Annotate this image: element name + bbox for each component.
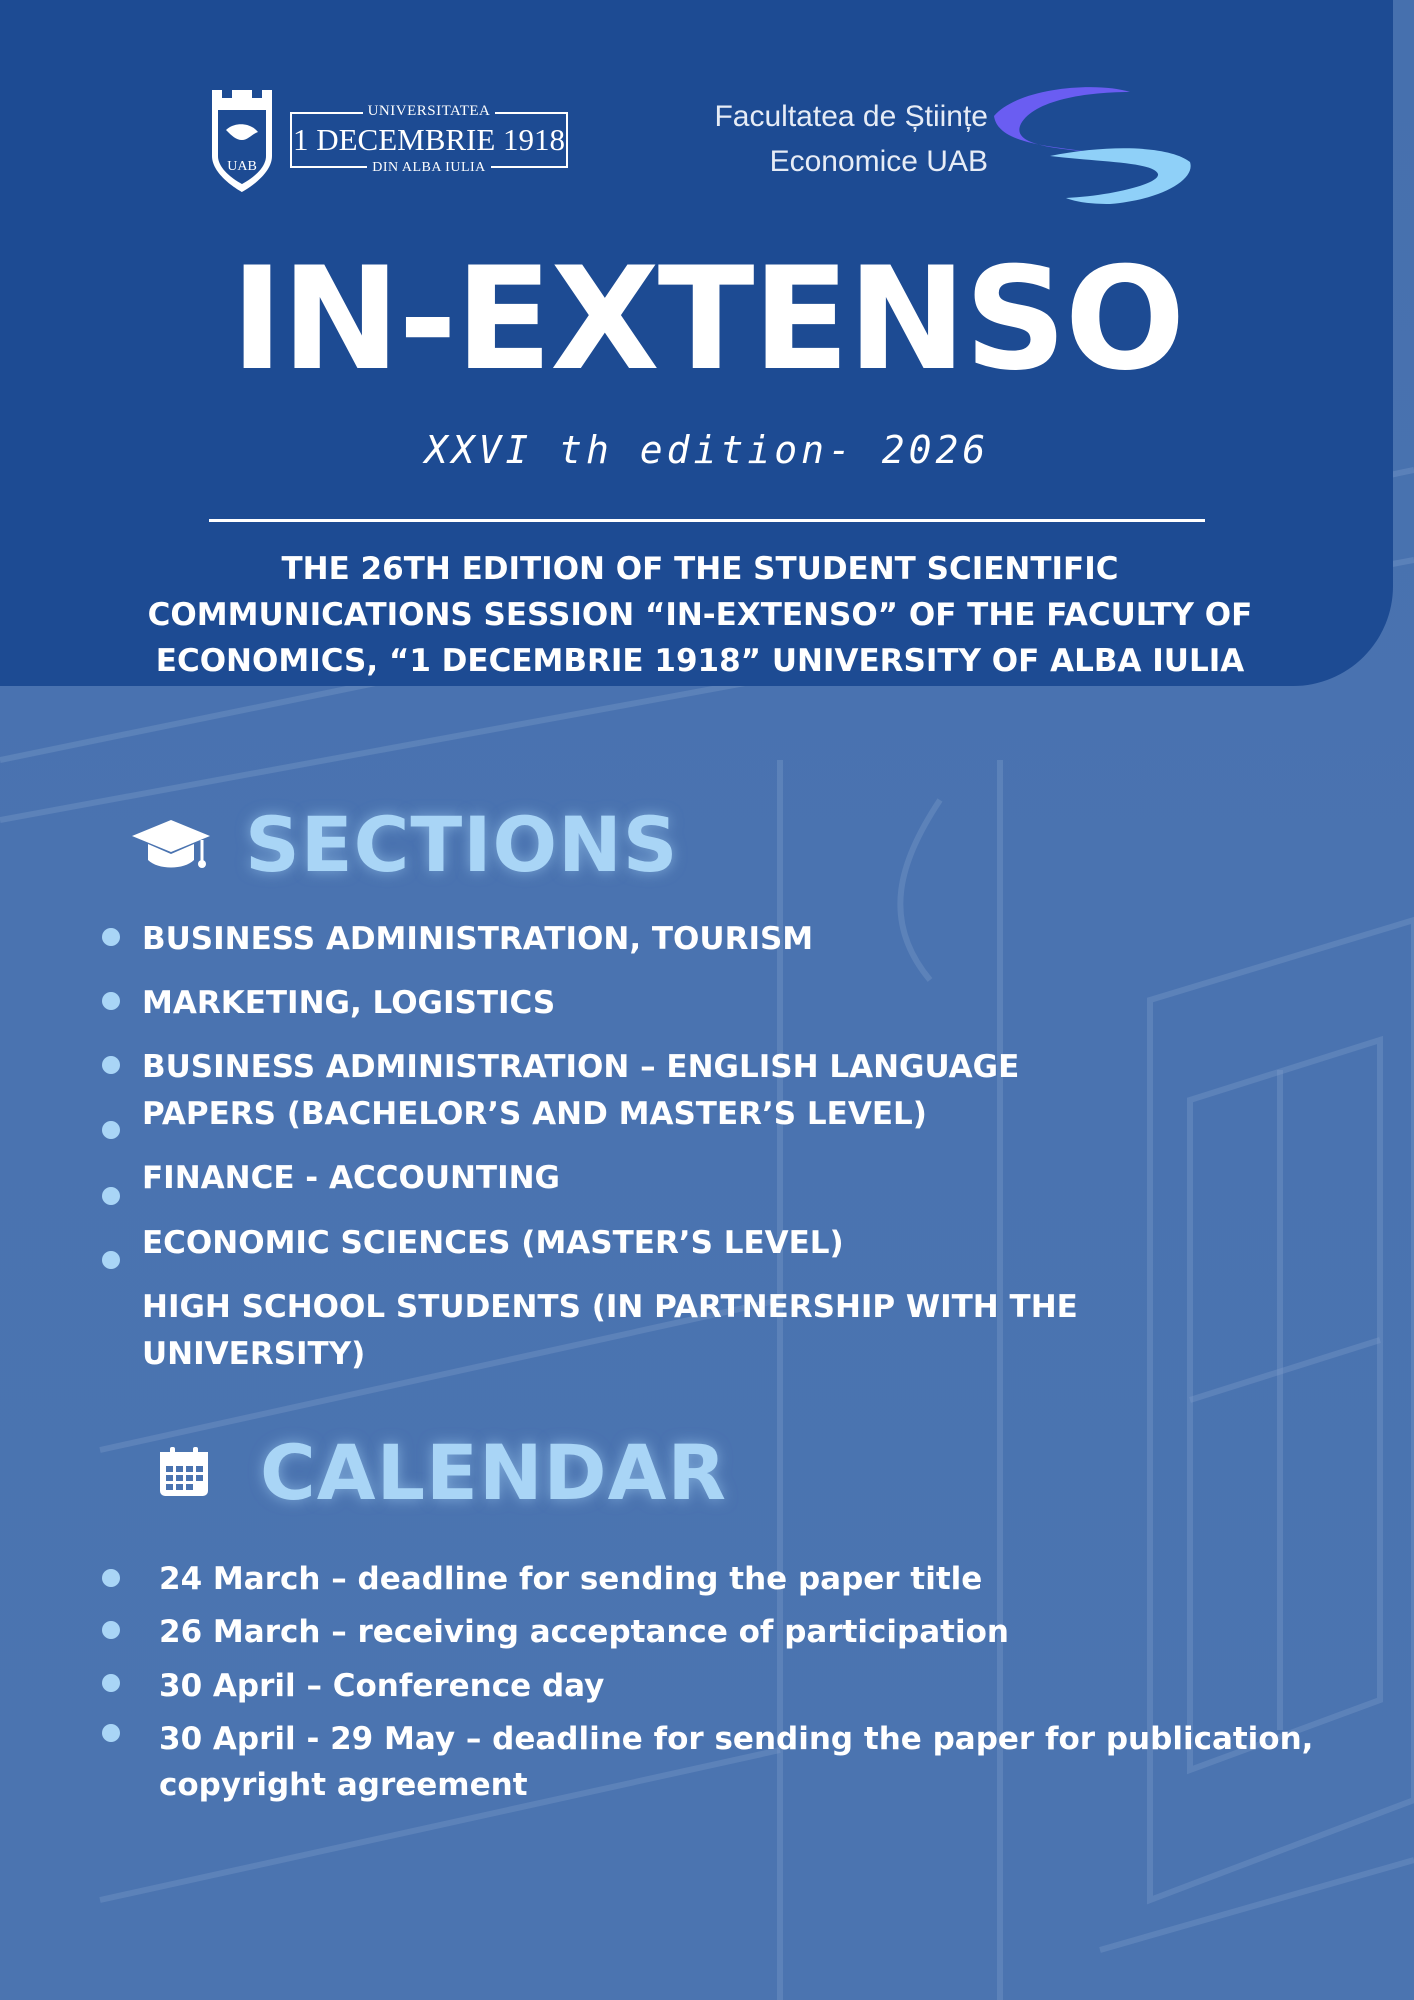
- subtitle-line: THE 26TH EDITION OF THE STUDENT SCIENTIFIC: [281, 551, 1119, 587]
- calendar-line: copyright agreement: [159, 1767, 528, 1803]
- bullet-dot: [102, 1621, 120, 1639]
- calendar-line: 24 March – deadline for sending the paper title: [159, 1561, 983, 1597]
- section-line: HIGH SCHOOL STUDENTS (IN PARTNERSHIP WITH THE: [142, 1289, 1078, 1325]
- bullet-dot: [102, 1674, 120, 1692]
- bullet-dot: [102, 1187, 120, 1205]
- shield-text: UAB: [227, 159, 257, 174]
- bullet-dot: [102, 1121, 120, 1139]
- university-name-bottom: DIN ALBA IULIA: [367, 160, 491, 175]
- bullet-dot: [102, 928, 120, 946]
- header-divider: [209, 519, 1205, 522]
- graduation-cap-icon: [130, 816, 212, 876]
- calendar-line: 26 March – receiving acceptance of participation: [159, 1614, 1009, 1650]
- university-name-box: [290, 103, 568, 175]
- bullet-dot: [102, 1569, 120, 1587]
- section-line: ECONOMIC SCIENCES (MASTER’S LEVEL): [142, 1225, 844, 1261]
- shield-icon: [208, 86, 276, 196]
- bullet-dot: [102, 1251, 120, 1269]
- subtitle-line: ECONOMICS, “1 DECEMBRIE 1918” UNIVERSITY OF ALBA IULIA: [155, 643, 1245, 679]
- sections-heading: [130, 800, 830, 890]
- bullet-dot: [102, 992, 120, 1010]
- faculty-name-line1: Facultatea de Științe: [714, 100, 988, 133]
- bullet-dot: [102, 1724, 120, 1742]
- section-line: BUSINESS ADMINISTRATION – ENGLISH LANGUAGE: [142, 1049, 1020, 1085]
- swoosh-icon: [990, 86, 1200, 206]
- calendar-line: 30 April – Conference day: [159, 1668, 605, 1704]
- section-line: MARKETING, LOGISTICS: [142, 985, 556, 1021]
- university-name-main: 1 DECEMBRIE 1918: [292, 122, 566, 157]
- event-title: IN-EXTENSO: [230, 237, 1184, 402]
- section-line: PAPERS (BACHELOR’S AND MASTER’S LEVEL): [142, 1096, 927, 1132]
- subtitle-line: COMMUNICATIONS SESSION “IN-EXTENSO” OF THE FACULTY OF: [147, 597, 1253, 633]
- university-logo: [208, 86, 568, 196]
- edition-label: XXVI th edition- 2026: [424, 428, 990, 472]
- calendar-line: 30 April - 29 May – deadline for sending the paper for publication,: [159, 1721, 1314, 1757]
- bullet-dot: [102, 1056, 120, 1074]
- calendar-heading: [158, 1428, 858, 1518]
- header-panel: [0, 0, 1393, 686]
- faculty-name-line2: Economice UAB: [769, 145, 988, 178]
- calendar-icon: [158, 1446, 210, 1498]
- university-name-top: UNIVERSITATEA: [363, 103, 496, 119]
- section-line: UNIVERSITY): [142, 1336, 366, 1372]
- faculty-logo: [700, 86, 1200, 206]
- section-line: BUSINESS ADMINISTRATION, TOURISM: [142, 921, 814, 957]
- calendar-title: CALENDAR: [260, 1428, 727, 1517]
- section-line: FINANCE - ACCOUNTING: [142, 1160, 561, 1196]
- event-subtitle: [100, 546, 1300, 684]
- sections-title: SECTIONS: [245, 800, 679, 889]
